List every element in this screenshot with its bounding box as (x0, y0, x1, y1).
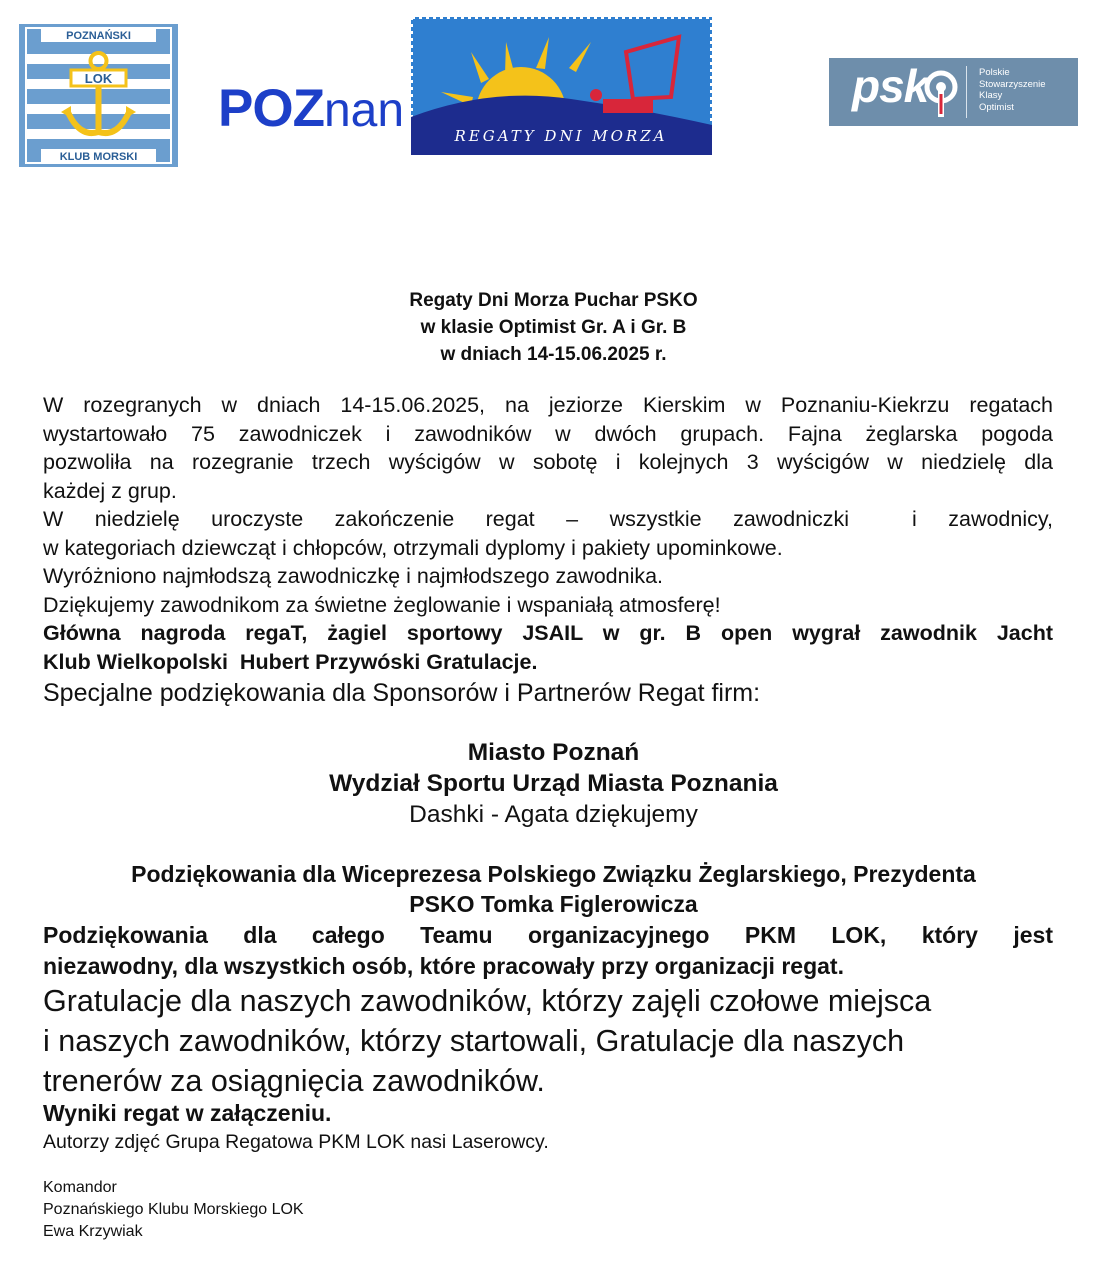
psko-mark-text: psk (852, 60, 929, 112)
document-title (0, 287, 1107, 368)
body-line: pozwoliła na rozegranie trzech wyścigów w sobotę i kolejnych 3 wyścigów w niedzielę dla (43, 450, 1053, 474)
congratulations (43, 981, 931, 1101)
psko-tagline-line: Polskie (979, 67, 1010, 78)
sponsors-list (0, 737, 1107, 830)
poznan-logo-lower: nan (323, 84, 405, 137)
congrats-line: i naszych zawodników, którzy startowali, Gratulacje dla naszych (43, 1024, 905, 1058)
congrats-line: trenerów za osiągnięcia zawodników. (43, 1064, 545, 1098)
signature-name: Ewa Krzywiak (43, 1223, 143, 1240)
prize-line: Klub Wielkopolski Hubert Przywóski Gratulacje. (43, 649, 538, 674)
body-line: W rozegranych w dniach 14-15.06.2025, na jeziorze Kierskim w Poznaniu-Kiekrzu regatach (43, 393, 1053, 417)
poznan-logo-upper: POZ (218, 79, 324, 138)
report-body (43, 391, 1053, 676)
body-line: Dziękujemy zawodnikom za świetne żeglowanie i wspaniałą atmosferę! (43, 592, 721, 617)
sponsor-line: Wydział Sportu Urząd Miasta Poznania (329, 770, 778, 797)
psko-tagline-line: Stowarzyszenie (979, 78, 1046, 90)
regaty-dni-morza-logo (411, 17, 712, 155)
thanks-line: PSKO Tomka Figlerowicza (409, 891, 698, 917)
thanks-line: niezawodny, dla wszystkich osób, które pracowały przy organizacji regat. (43, 953, 844, 979)
lok-center-text: LOK (84, 71, 113, 86)
lok-bottom-text: KLUB MORSKI (59, 151, 138, 163)
body-line: W niedzielę uroczyste zakończenie regat – wszystkie zawodniczki i zawodnicy, (43, 507, 1053, 531)
psko-tagline (979, 67, 1046, 113)
psko-tagline-line: Optimist (979, 101, 1014, 113)
sponsor-line: Miasto Poznań (467, 739, 640, 766)
prize-line: Główna nagroda regaT, żagiel sportowy JSAIL w gr. B open wygrał zawodnik Jacht (43, 621, 1053, 645)
psko-o-icon (924, 68, 958, 118)
lok-club-logo (19, 24, 178, 167)
thanks-line: Podziękowania dla Wiceprezesa Polskiego Związku Żeglarskiego, Prezydenta (131, 861, 976, 887)
thanks-line: Podziękowania dla całego Teamu organizacyjnego PKM LOK, który jest (43, 922, 1053, 948)
title-line: w dniach 14-15.06.2025 r. (440, 344, 667, 365)
title-line: Regaty Dni Morza Puchar PSKO (409, 290, 698, 311)
results-note: Wyniki regat w załączeniu. (43, 1100, 332, 1126)
signature-block (43, 1177, 304, 1243)
photo-credits: Autorzy zdjęć Grupa Regatowa PKM LOK nasi Laserowcy. (43, 1131, 549, 1153)
signature-club: Poznańskiego Klubu Morskiego LOK (43, 1201, 304, 1218)
sponsor-line: Dashki - Agata dziękujemy (409, 801, 698, 828)
body-line: każdej z grup. (43, 478, 177, 503)
body-line: Wyróżniono najmłodszą zawodniczkę i najmłodszego zawodnika. (43, 564, 664, 588)
team-thanks (43, 920, 1053, 982)
signature-role: Komandor (43, 1179, 117, 1196)
body-line: wystartowało 75 zawodniczek i zawodników w dwóch grupach. Fajna żeglarska pogoda (43, 421, 1053, 446)
congrats-line: Gratulacje dla naszych zawodników, którzy zajęli czołowe miejsca (43, 984, 932, 1018)
vice-president-thanks (0, 859, 1107, 919)
psko-tagline-line: Klasy (979, 90, 1003, 101)
psko-logo (829, 58, 1078, 126)
psko-divider (966, 66, 967, 118)
sponsors-intro: Specjalne podziękowania dla Sponsorów i Partnerów Regat firm: (43, 679, 761, 707)
regaty-logo-text: REGATY DNI MORZA (454, 127, 668, 145)
poznan-city-logo (218, 79, 405, 138)
lok-top-text: POZNAŃSKI (66, 30, 131, 42)
body-line: w kategoriach dziewcząt i chłopców, otrzymali dyplomy i pakiety upominkowe. (43, 535, 783, 560)
title-line: w klasie Optimist Gr. A i Gr. B (420, 317, 687, 338)
